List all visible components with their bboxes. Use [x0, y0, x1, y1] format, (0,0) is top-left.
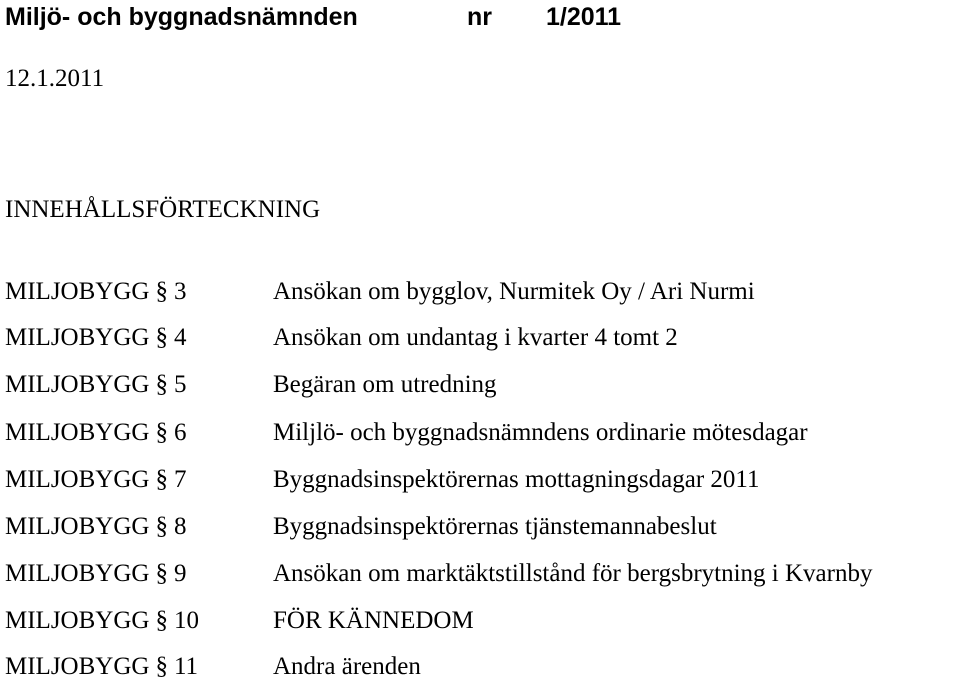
- section-subject: Begäran om utredning: [273, 371, 497, 398]
- section-subject: Ansökan om undantag i kvarter 4 tomt 2: [273, 324, 678, 351]
- toc-item: [5, 511, 955, 543]
- section-reference: [5, 651, 198, 683]
- section-reference: [5, 605, 199, 637]
- section-subject: FÖR KÄNNEDOM: [273, 607, 474, 634]
- section-subject: Ansökan om bygglov, Nurmitek Oy / Ari Nurmi: [273, 278, 755, 305]
- section-code: MILJOBYGG: [5, 513, 150, 540]
- toc-item: [5, 558, 955, 590]
- section-sign: §: [155, 371, 168, 398]
- section-sign: §: [155, 419, 168, 446]
- section-subject: Byggnadsinspektörernas mottagningsdagar 2011: [273, 466, 760, 493]
- section-reference: [5, 558, 186, 590]
- section-sign: §: [155, 560, 168, 587]
- section-code: MILJOBYGG: [5, 607, 150, 634]
- meeting-date: 12.1.2011: [5, 65, 105, 92]
- toc-item: [5, 322, 955, 354]
- section-code: MILJOBYGG: [5, 653, 150, 680]
- section-sign: §: [155, 466, 168, 493]
- section-reference: [5, 369, 186, 401]
- section-number: 7: [173, 466, 187, 493]
- section-code: MILJOBYGG: [5, 371, 150, 398]
- section-subject: Miljlö- och byggnadsnämndens ordinarie mötesdagar: [273, 419, 808, 446]
- section-number: 9: [173, 560, 187, 587]
- toc-item: [5, 605, 955, 637]
- section-sign: §: [155, 653, 168, 680]
- toc-item: [5, 276, 955, 308]
- section-number: 8: [173, 513, 187, 540]
- section-code: MILJOBYGG: [5, 560, 150, 587]
- section-number: 4: [173, 324, 187, 351]
- section-sign: §: [155, 324, 168, 351]
- table-of-contents-title: INNEHÅLLSFÖRTECKNING: [5, 196, 321, 223]
- toc-item: [5, 417, 955, 449]
- section-reference: [5, 417, 186, 449]
- section-number: 5: [173, 371, 187, 398]
- section-subject: Byggnadsinspektörernas tjänstemannabeslut: [273, 513, 717, 540]
- section-code: MILJOBYGG: [5, 419, 150, 446]
- section-code: MILJOBYGG: [5, 324, 150, 351]
- committee-name: Miljö- och byggnadsnämnden: [5, 3, 358, 31]
- section-code: MILJOBYGG: [5, 466, 150, 493]
- section-sign: §: [155, 278, 168, 305]
- section-reference: [5, 276, 186, 308]
- section-sign: §: [155, 513, 168, 540]
- toc-item: [5, 464, 955, 496]
- section-code: MILJOBYGG: [5, 278, 150, 305]
- section-reference: [5, 464, 186, 496]
- section-reference: [5, 511, 186, 543]
- section-number: 6: [173, 419, 187, 446]
- section-number: 11: [173, 653, 199, 680]
- toc-item: [5, 369, 955, 401]
- section-subject: Andra ärenden: [273, 653, 421, 680]
- section-reference: [5, 322, 186, 354]
- section-number: 3: [173, 278, 187, 305]
- toc-item: [5, 651, 955, 683]
- protocol-number-label: nr: [467, 3, 492, 31]
- section-sign: §: [155, 607, 168, 634]
- section-subject: Ansökan om marktäktstillstånd för bergsbrytning i Kvarnby: [273, 560, 873, 587]
- protocol-number: 1/2011: [546, 3, 622, 31]
- section-number: 10: [173, 607, 199, 634]
